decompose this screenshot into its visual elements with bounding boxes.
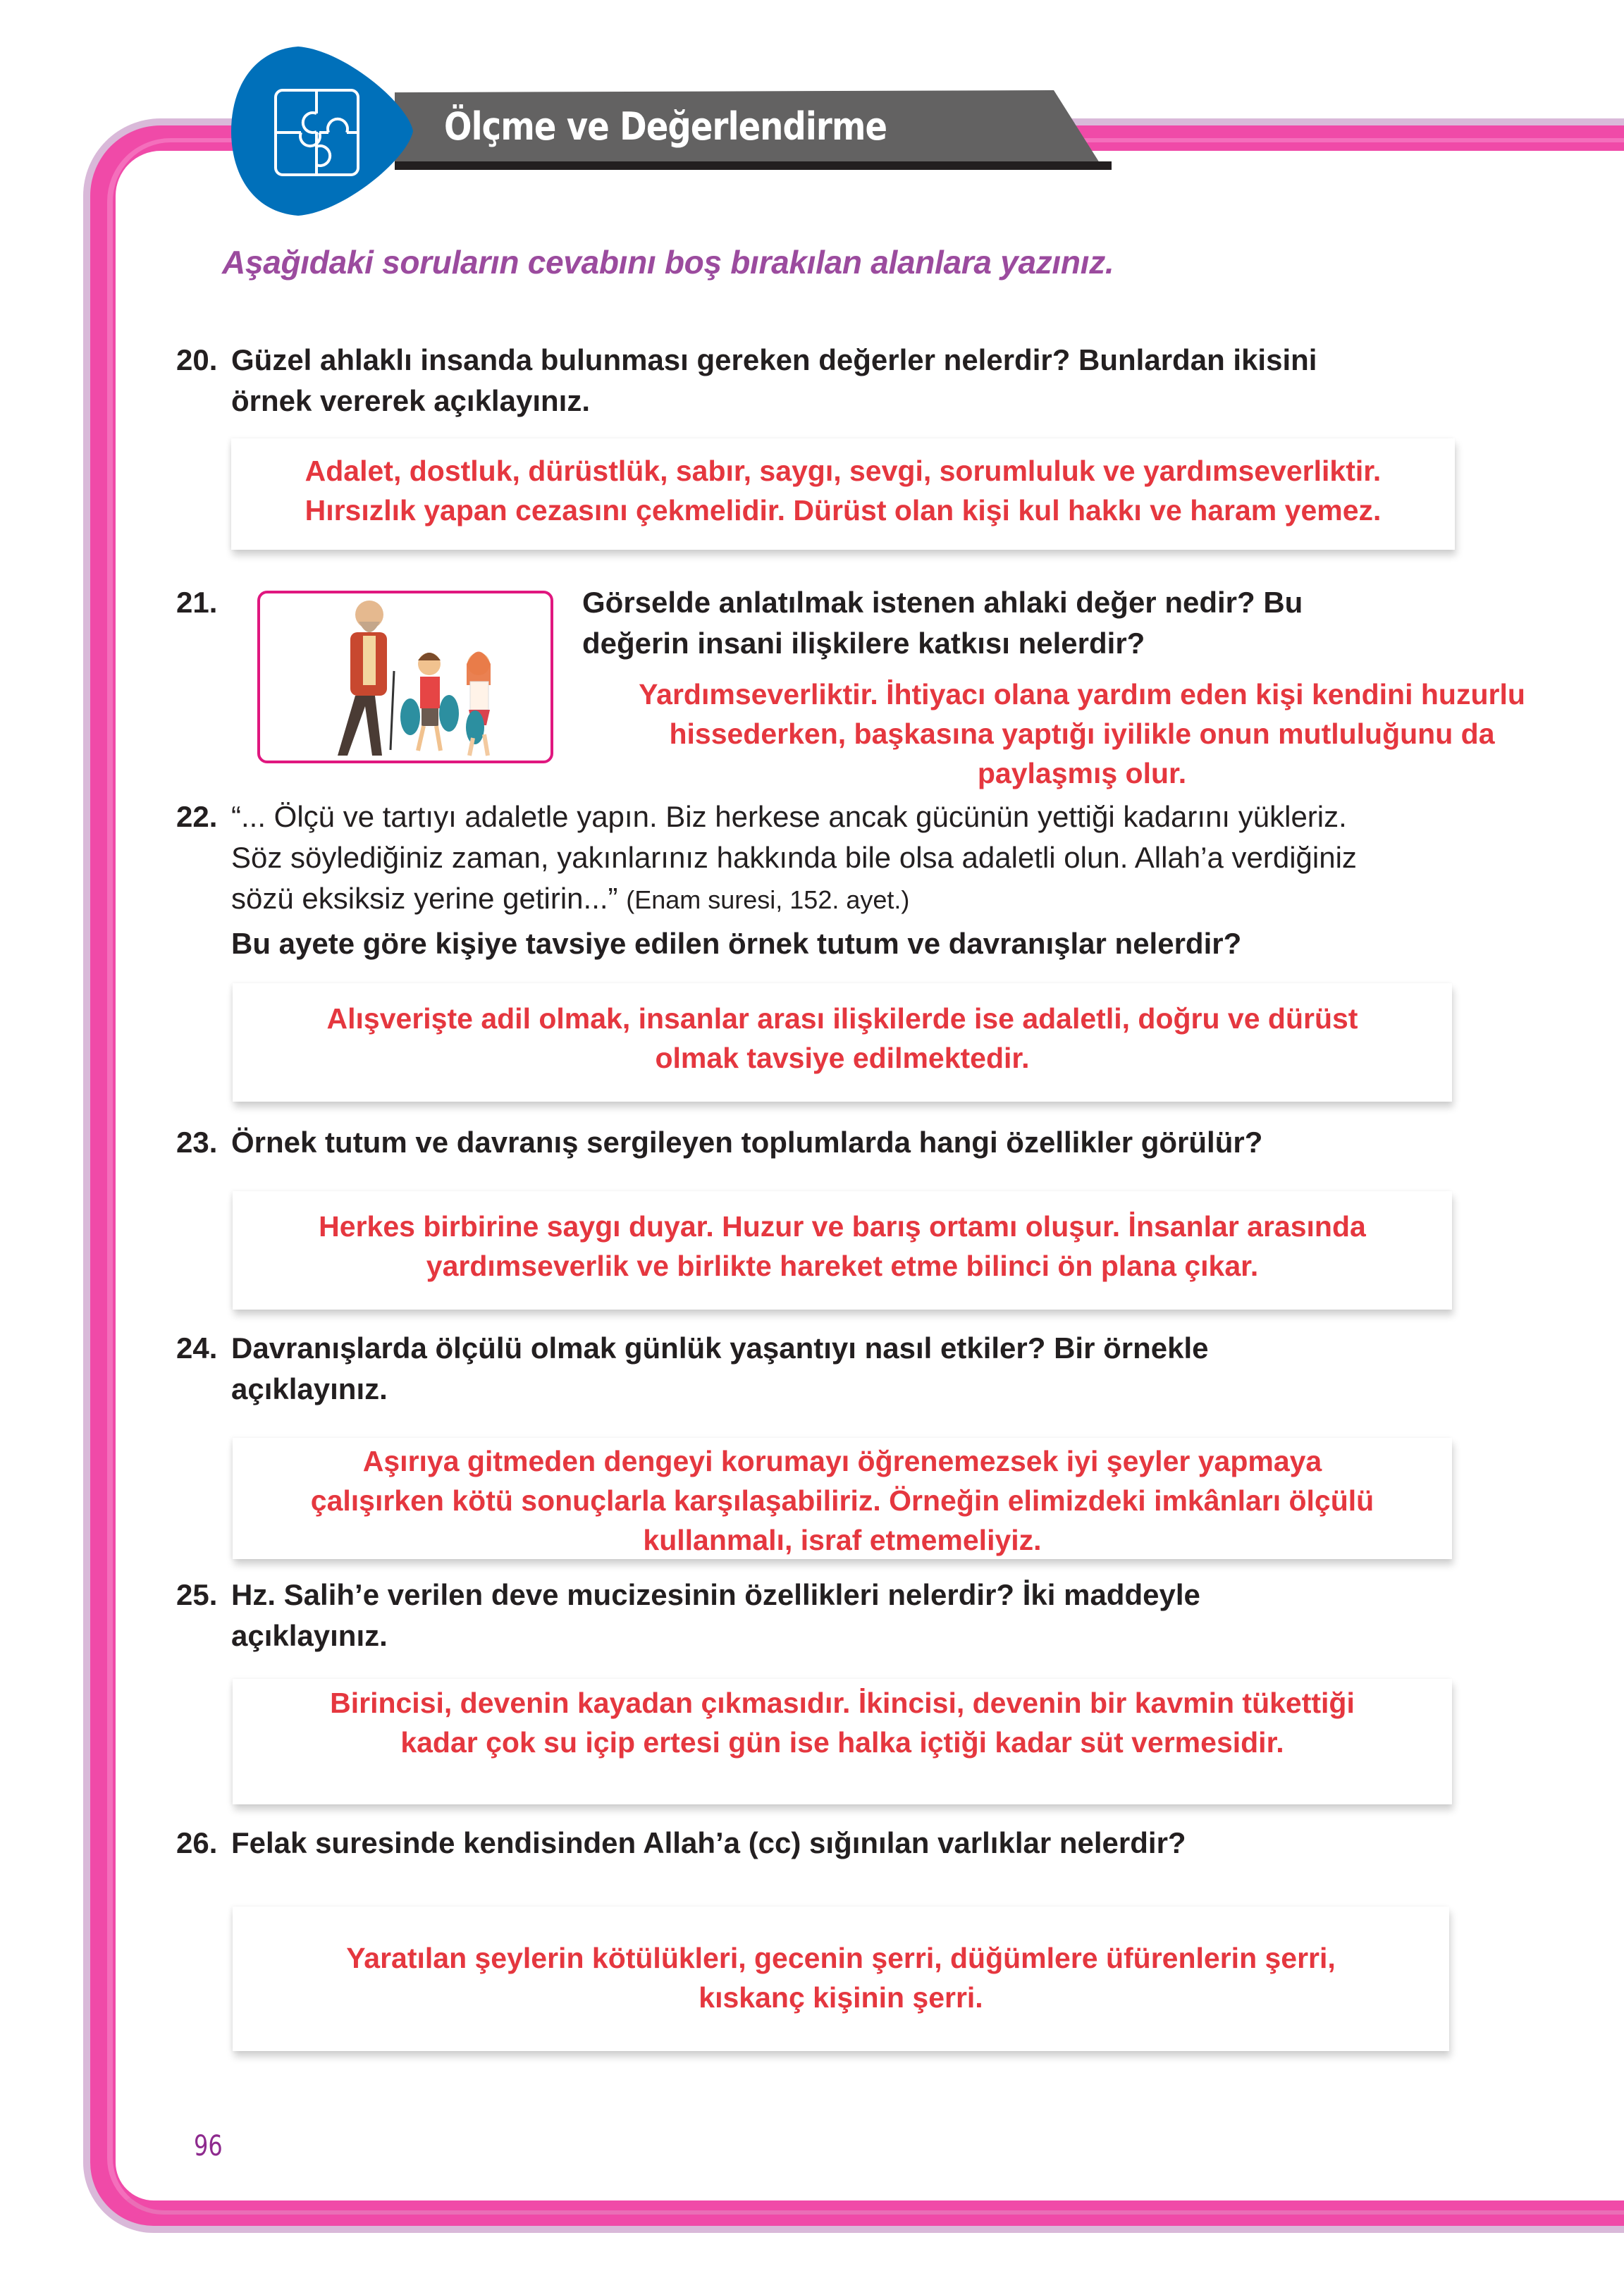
answer-line: kıskanç kişinin şerri. [699, 1981, 983, 2014]
question-line: örnek vererek açıklayınız. [231, 384, 590, 417]
answer-line: yardımseverlik ve birlikte hareket etme bilinci ön plana çıkar. [426, 1250, 1259, 1282]
question-26 [176, 1823, 1186, 1864]
answer-26 [233, 1938, 1449, 2017]
question-24 [176, 1328, 1209, 1410]
quote-line: sözü eksiksiz yerine getirin...” [231, 882, 618, 915]
quote-last-line [176, 878, 1357, 921]
question-line: Hz. Salih’e verilen deve mucizesinin özellikleri nelerdir? İki maddeyle [231, 1578, 1200, 1611]
section-banner-underline [395, 161, 1112, 170]
quote-line: Söz söylediğiniz zaman, yakınlarınız hakkında bile olsa adaletli olun. Allah’a verdiğiniz [231, 841, 1357, 874]
helping-elderly-illustration [257, 591, 553, 763]
page-number: 96 [194, 2130, 223, 2162]
answer-21 [564, 675, 1600, 793]
question-line: değerin insani ilişkilere katkısı nelerdir? [582, 627, 1145, 660]
question-line: açıklayınız. [231, 1372, 388, 1405]
puzzle-icon [231, 47, 416, 216]
answer-23 [233, 1207, 1452, 1286]
answer-22 [233, 999, 1452, 1078]
question-23 [176, 1122, 1262, 1163]
section-title: Ölçme ve Değerlendirme [444, 104, 887, 149]
answer-line: Herkes birbirine saygı duyar. Huzur ve barış ortamı oluşur. İnsanlar arasında [319, 1210, 1366, 1243]
answer-line: Yardımseverliktir. İhtiyacı olana yardım eden kişi kendini huzurlu [639, 678, 1525, 710]
question-line: açıklayınız. [231, 1619, 388, 1652]
answer-line: Aşırıya gitmeden dengeyi korumayı öğrenemezsek iyi şeyler yapmaya [362, 1445, 1322, 1477]
question-number: 20. [176, 343, 218, 376]
answer-line: kullanmalı, israf etmemeliyiz. [643, 1524, 1042, 1556]
question-number: 25. [176, 1578, 218, 1611]
illustration-image [260, 593, 550, 761]
answer-line: çalışırken kötü sonuçlarla karşılaşabiliriz. Örneğin elimizdeki imkânları ölçülü [310, 1484, 1374, 1517]
citation: (Enam suresi, 152. ayet.) [626, 885, 910, 914]
question-line: Örnek tutum ve davranış sergileyen toplumlarda hangi özellikler görülür? [231, 1126, 1263, 1159]
answer-line: olmak tavsiye edilmektedir. [655, 1042, 1030, 1074]
question-21-number: 21. [176, 586, 218, 619]
answer-line: paylaşmış olur. [977, 757, 1187, 789]
question-22 [176, 796, 1357, 921]
question-line: Güzel ahlaklı insanda bulunması gereken değerler nelerdir? Bunlardan ikisini [231, 343, 1317, 376]
question-21 [582, 582, 1303, 664]
answer-line: Alışverişte adil olmak, insanlar arası ilişkilerde ise adaletli, doğru ve dürüst [326, 1002, 1358, 1035]
question-line: Davranışlarda ölçülü olmak günlük yaşantıyı nasıl etkiler? Bir örnekle [231, 1331, 1209, 1365]
answer-20 [231, 451, 1455, 530]
answer-line: Hırsızlık yapan cezasını çekmelidir. Dürüst olan kişi kul hakkı ve haram yemez. [304, 494, 1382, 527]
answer-line: Yaratılan şeylerin kötülükleri, gecenin şerri, düğümlere üfürenlerin şerri, [346, 1942, 1336, 1974]
question-number: 22. [176, 800, 218, 833]
question-line: Görselde anlatılmak istenen ahlaki değer nedir? Bu [582, 586, 1303, 619]
answer-line: Birincisi, devenin kayadan çıkmasıdır. İkincisi, devenin bir kavmin tükettiği [330, 1687, 1355, 1719]
answer-24 [233, 1441, 1452, 1560]
answer-line: kadar çok su içip ertesi gün ise halka içtiği kadar süt vermesidir. [400, 1726, 1284, 1759]
instruction-text: Aşağıdaki soruların cevabını boş bırakılan alanlara yazınız. [222, 244, 1114, 281]
question-number: 23. [176, 1126, 218, 1159]
quote-line: “... Ölçü ve tartıyı adaletle yapın. Biz herkese ancak gücünün yettiği kadarını yükleriz. [231, 800, 1347, 833]
question-22-prompt: Bu ayete göre kişiye tavsiye edilen örnek tutum ve davranışlar nelerdir? [231, 927, 1242, 960]
answer-25 [233, 1683, 1452, 1762]
question-20 [176, 340, 1317, 421]
answer-line: Adalet, dostluk, dürüstlük, sabır, saygı, sevgi, sorumluluk ve yardımseverliktir. [304, 455, 1382, 487]
answer-line: hissederken, başkasına yaptığı iyilikle onun mutluluğunu da [669, 718, 1495, 750]
question-number: 26. [176, 1826, 218, 1859]
question-line: Felak suresinde kendisinden Allah’a (cc) sığınılan varlıklar nelerdir? [231, 1826, 1186, 1859]
question-25 [176, 1575, 1200, 1656]
question-number: 24. [176, 1331, 218, 1365]
